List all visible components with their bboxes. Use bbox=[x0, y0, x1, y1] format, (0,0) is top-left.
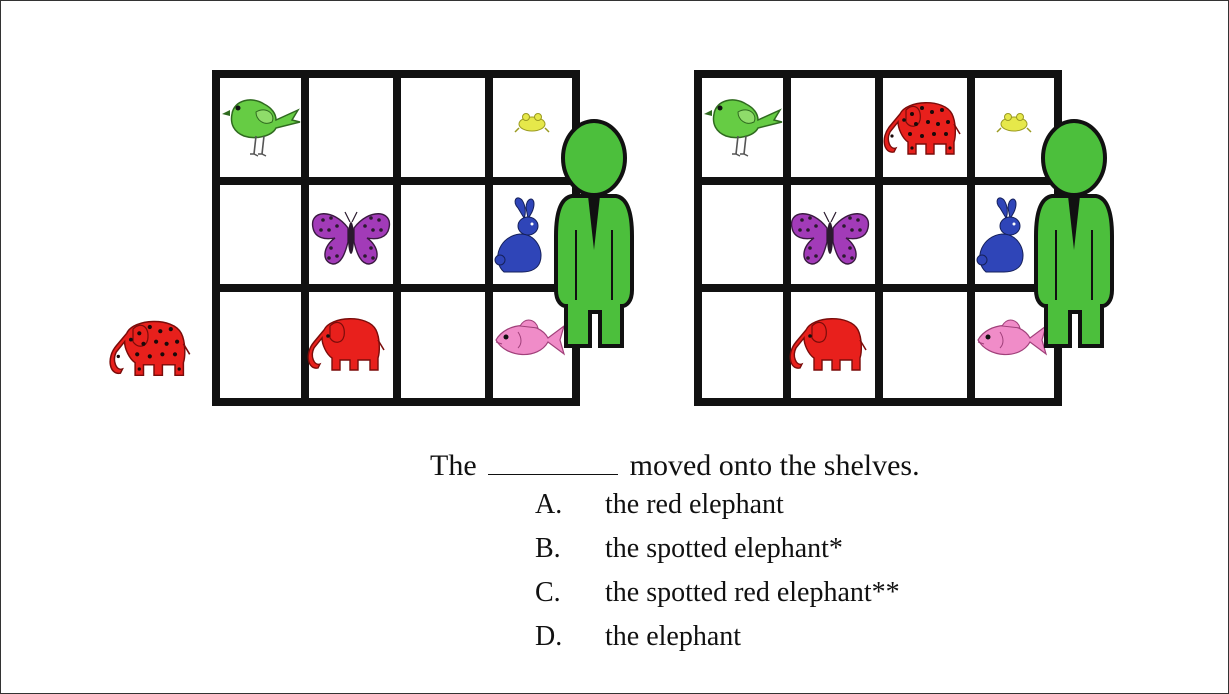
spotted-elephant-icon bbox=[110, 321, 190, 375]
option-c bbox=[535, 576, 900, 620]
option-text: the spotted red elephant** bbox=[605, 577, 900, 608]
option-d bbox=[535, 620, 900, 664]
option-letter: A. bbox=[535, 489, 563, 520]
question-before-blank: The bbox=[430, 449, 477, 482]
option-text: the elephant bbox=[605, 621, 742, 652]
answer-options bbox=[535, 488, 900, 664]
shelf-left bbox=[212, 70, 632, 406]
option-letter: B. bbox=[535, 533, 561, 564]
shelf-right bbox=[694, 70, 1112, 406]
option-letter: D. bbox=[535, 621, 563, 652]
question-sentence bbox=[430, 446, 920, 483]
option-text: the red elephant bbox=[605, 489, 784, 520]
option-letter: C. bbox=[535, 577, 561, 608]
question-blank bbox=[488, 446, 618, 475]
question-after-blank: moved onto the shelves. bbox=[629, 449, 920, 482]
person-icon bbox=[1036, 121, 1112, 346]
option-a bbox=[535, 488, 900, 532]
option-b bbox=[535, 532, 900, 576]
person-icon bbox=[556, 121, 632, 346]
option-text: the spotted elephant* bbox=[605, 533, 843, 564]
